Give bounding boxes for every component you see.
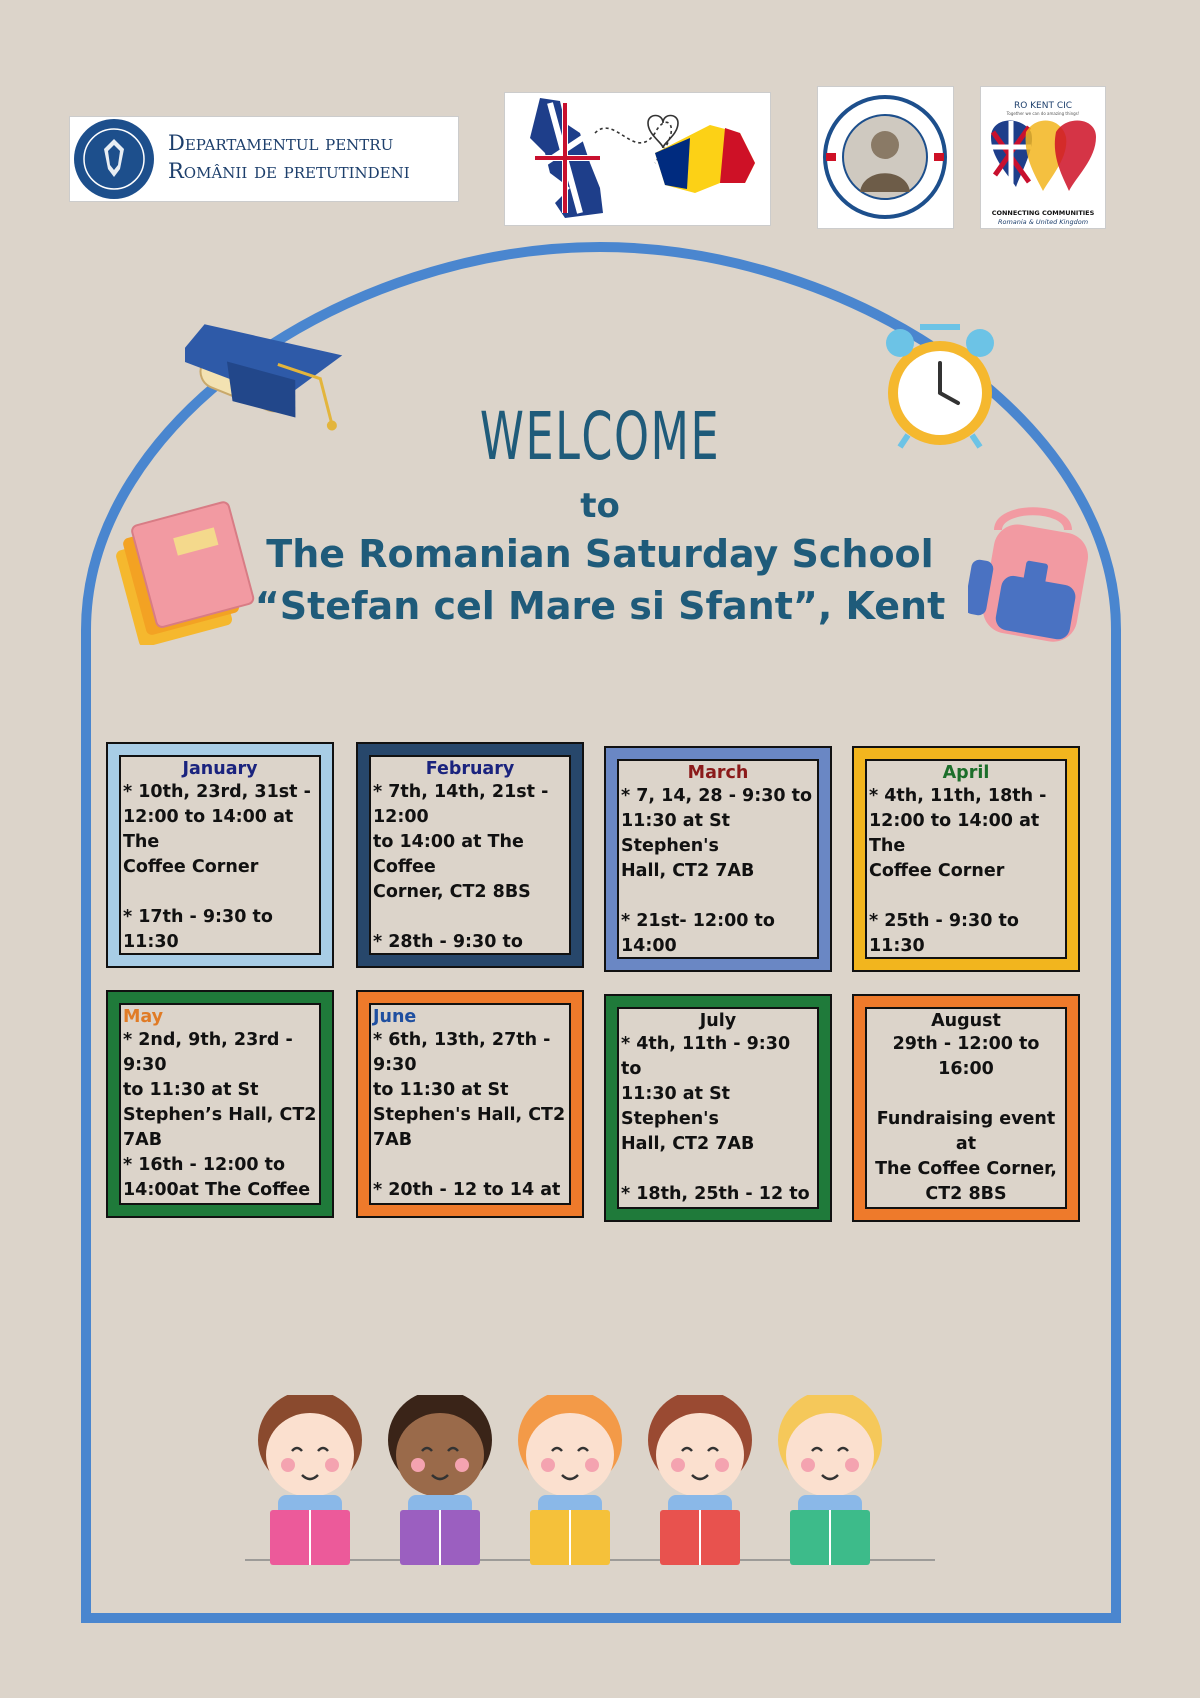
government-logo <box>70 117 458 201</box>
month-box-may <box>106 990 334 1218</box>
month-title: July <box>699 1011 737 1031</box>
uk-romania-hearts-icon <box>981 87 1105 228</box>
month-schedule-text: * 4th, 11th, 18th - 12:00 to 14:00 at The Coffee Corner * 25th - 9:30 to 11:30 <box>869 786 1047 956</box>
school-name: The Romanian Saturday School <box>266 532 934 576</box>
uk-romania-heart-icon <box>505 93 770 225</box>
month-box-april <box>852 746 1080 972</box>
month-box-july <box>604 994 832 1222</box>
month-title: March <box>687 763 749 783</box>
kids-reading-illustration <box>245 1395 935 1575</box>
school-full-name: “Stefan cel Mare si Sfant”, Kent <box>254 584 946 628</box>
kid-figure <box>388 1395 492 1565</box>
month-box-inner <box>617 759 819 959</box>
month-box-inner <box>119 1003 321 1205</box>
month-title: August <box>931 1011 1001 1031</box>
kid-figure <box>648 1395 752 1565</box>
month-schedule-text: * 6th, 13th, 27th - 9:30 to 11:30 at St Stephen's Hall, CT2 7AB * 20th - 12 to 14 at <box>373 1030 566 1200</box>
kid-figure <box>258 1395 362 1565</box>
month-box-inner <box>369 1003 571 1205</box>
month-schedule-text: * 10th, 23rd, 31st - 12:00 to 14:00 at The Coffee Corner * 17th - 9:30 to 11:30 <box>123 782 311 952</box>
school-seal-logo <box>818 87 953 228</box>
month-schedule-text: * 7th, 14th, 21st - 12:00 to 14:00 at The Coffee Corner, CT2 8BS * 28th - 9:30 to <box>373 782 549 952</box>
month-box-inner <box>617 1007 819 1209</box>
rokent-title: RO KENT CIC <box>1013 101 1073 111</box>
month-box-inner <box>865 1007 1067 1209</box>
month-box-june <box>356 990 584 1218</box>
month-schedule-text: 29th - 12:00 to 16:00 Fundraising event at The Coffee Corner, CT2 8BS <box>875 1034 1057 1204</box>
month-title: June <box>373 1007 417 1027</box>
month-title: January <box>182 759 258 779</box>
rokent-footer-2: Romania & United Kingdom <box>997 218 1089 226</box>
month-schedule-text: * 7, 14, 28 - 9:30 to 11:30 at St Stephen's Hall, CT2 7AB * 21st- 12:00 to 14:00 <box>621 786 813 956</box>
rokent-subtitle: Together we can do amazing things! <box>1006 111 1080 116</box>
rokent-footer-1: CONNECTING COMMUNITIES <box>991 209 1095 217</box>
kid-figure <box>778 1395 882 1565</box>
welcome-heading: WELCOME <box>479 398 721 475</box>
month-box-february <box>356 742 584 968</box>
month-box-inner <box>865 759 1067 959</box>
government-line-1: Departamentul pentru <box>168 131 394 155</box>
month-box-inner <box>369 755 571 955</box>
month-title: May <box>123 1007 164 1027</box>
kid-figure <box>518 1395 622 1565</box>
welcome-to: to <box>580 486 620 526</box>
rokent-cic-logo <box>981 87 1105 228</box>
uk-romania-map-logo <box>505 93 770 225</box>
government-line-2: Românii de pretutindeni <box>168 159 410 183</box>
month-schedule-text: * 4th, 11th - 9:30 to 11:30 at St Stephen's Hall, CT2 7AB * 18th, 25th - 12 to <box>621 1034 810 1204</box>
month-title: February <box>425 759 515 779</box>
month-box-march <box>604 746 832 972</box>
month-box-january <box>106 742 334 968</box>
month-title: April <box>942 763 990 783</box>
month-schedule-text: * 2nd, 9th, 23rd - 9:30 to 11:30 at St Stephen’s Hall, CT2 7AB * 16th - 12:00 to 14:00at The Coffee <box>123 1030 317 1200</box>
month-box-august <box>852 994 1080 1222</box>
month-box-inner <box>119 755 321 955</box>
school-seal-icon <box>818 87 953 228</box>
